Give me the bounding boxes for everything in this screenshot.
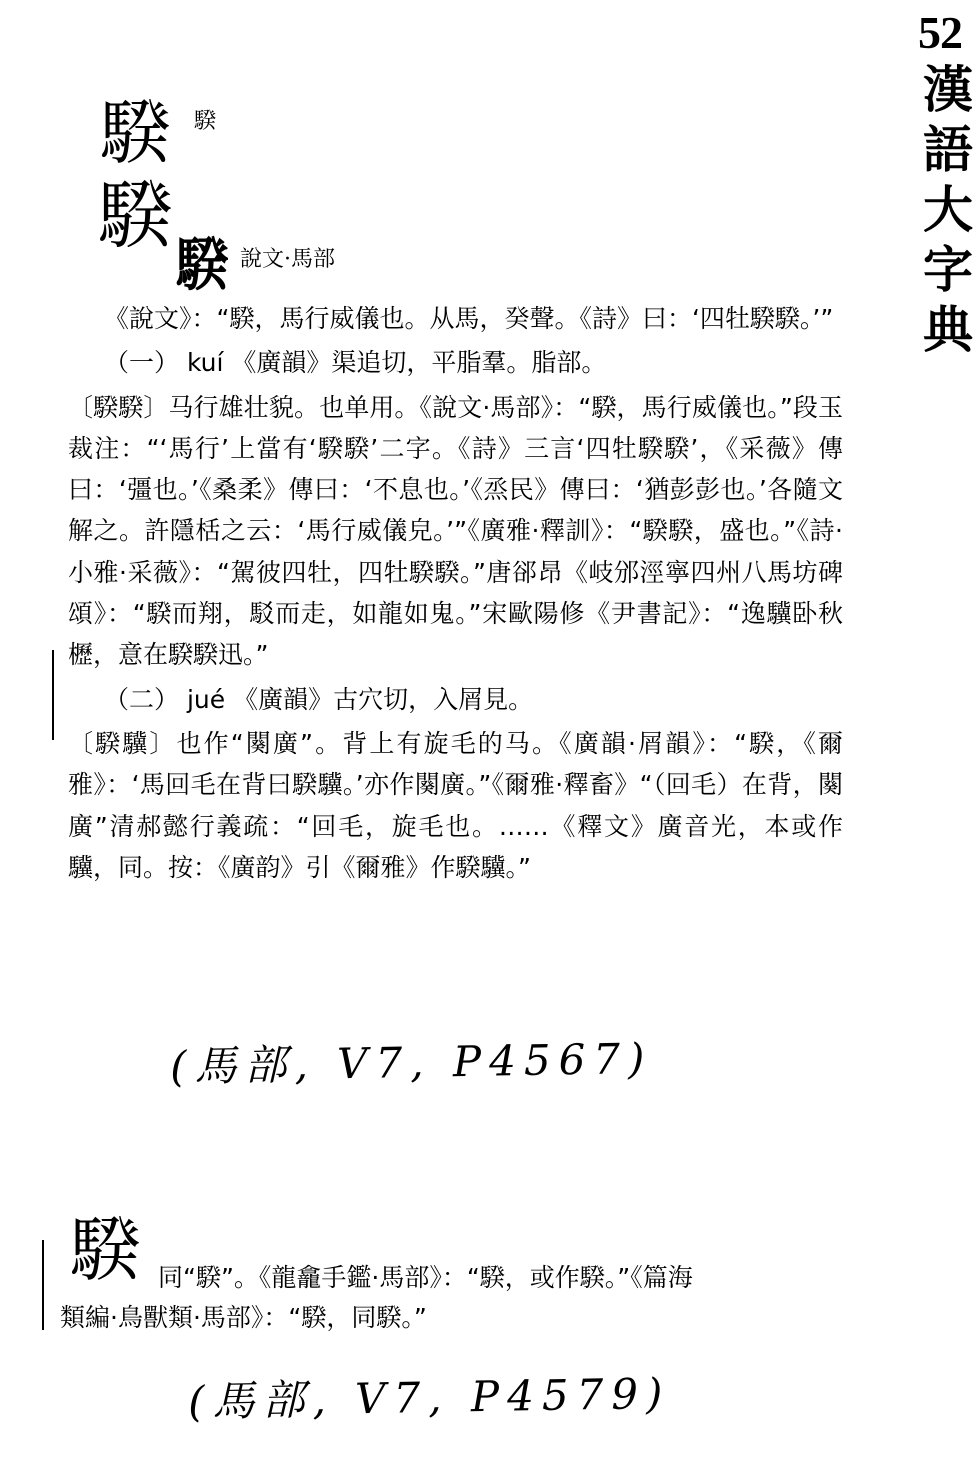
- entry2-line2: 類編·鳥獸類·馬部》：“騤，同騤。”: [60, 1303, 427, 1332]
- paragraph: 〔騤騤〕马行雄壮貌。也单用。《說文·馬部》：“騤，馬行威儀也。”段玉裁注：“‘馬行’上當有‘騤騤’二字。《詩》三言‘四牡騤騤’，《采薇》傳曰：‘彊也。’《桑柔》傳曰：‘不息也。’《烝民》傳曰：‘猶彭彭也。’各隨文解之。許隱栝之云：‘馬行威儀皃。’”《廣雅·釋訓》：“騤騤，盛也。”《詩·小雅·采薇》：“駕彼四牡，四牡騤騤。”唐郤昂《岐邠涇寧四州八馬坊碑頌》：“騤而翔，駁而走，如龍如鬼。”宋歐陽修《尹書記》：“逸驥卧秋櫪，意在騤騤迅。”: [68, 392, 843, 670]
- seal-glyph: 騤: [176, 231, 229, 299]
- headchar-top: 騤: [100, 92, 170, 174]
- side-title-char: 大: [923, 180, 973, 239]
- page-number: 52: [918, 7, 962, 58]
- side-title-char: 典: [923, 300, 973, 359]
- handwritten-note: (馬部, V7, P4567): [169, 1033, 653, 1092]
- paragraph: 〔騤驥〕也作“闋廣”。背上有旋毛的马。《廣韻·屑韻》：“騤，《爾雅》：‘馬回毛在背曰騤驥。’亦作闋廣。”《爾雅·釋畜》“（回毛）在背，闋廣”清郝懿行義疏：“回毛，旋毛也。……《釋文》廣音光，本或作驥，同。按：《廣韵》引《爾雅》作騤驥。”: [68, 728, 843, 882]
- vertical-rule: [52, 650, 54, 740]
- headchar-main: 騤: [98, 173, 172, 259]
- paragraph: （一） kuí 《廣韻》渠追切，平脂羣。脂部。: [104, 348, 607, 378]
- vertical-rule: [42, 1240, 44, 1330]
- entry2-line1: 同“騤”。《龍龕手鑑·馬部》：“騤，或作騤。”《篇海: [158, 1263, 693, 1292]
- paragraph: （二） jué 《廣韻》古穴切，入屑見。: [104, 684, 534, 714]
- headchar-variant: 騤: [194, 109, 217, 134]
- headchar-entry2: 騤: [70, 1209, 140, 1291]
- side-title-char: 字: [923, 240, 973, 299]
- side-title: [918, 60, 978, 360]
- entry-body: [68, 298, 843, 888]
- side-title-char: 漢: [923, 60, 973, 119]
- handwritten-note: (馬部, V7, P4579): [187, 1368, 671, 1427]
- seal-source: 說文·馬部: [240, 247, 335, 272]
- side-title-char: 語: [923, 120, 973, 179]
- paragraph: 《說文》：“騤，馬行威儀也。从馬，癸聲。《詩》曰：‘四牡騤騤。’”: [104, 304, 834, 333]
